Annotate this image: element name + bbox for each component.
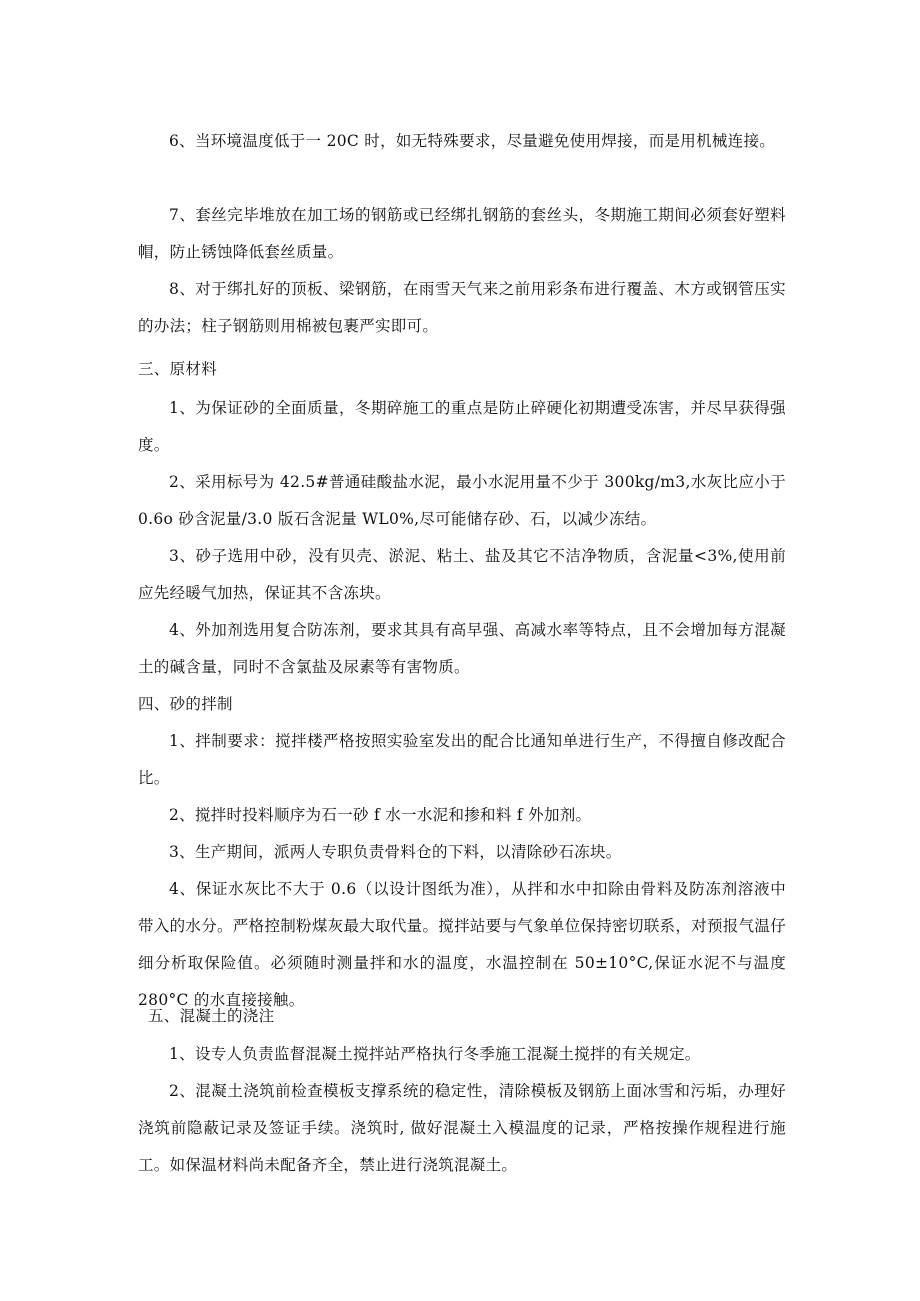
paragraph-mixing-3: 3、生产期间，派两人专职负责骨料仓的下料，以清除砂石冻块。 [169,843,622,861]
section-heading-raw-materials: 三、原材料 [138,360,218,378]
paragraph-pouring-1: 1、设专人负责监督混凝土搅拌站严格执行冬季施工混凝土搅拌的有关规定。 [169,1045,701,1063]
section-heading-pouring: 五、混凝土的浇注 [148,1007,275,1025]
paragraph-8: 8、对于绑扎好的顶板、梁钢筋，在雨雪天气来之前用彩条布进行覆盖、木方或钢管压实的办法；柱子钢筋则用棉被包裹严实即可。 [138,280,786,335]
paragraph-materials-3: 3、砂子选用中砂，没有贝壳、淤泥、粘土、盐及其它不洁净物质，含泥量<3%,使用前应先经暖气加热，保证其不含冻块。 [138,547,786,602]
paragraph-materials-1: 1、为保证砂的全面质量，冬期碎施工的重点是防止碎硬化初期遭受冻害，并尽早获得强度。 [138,399,786,454]
paragraph-mixing-1: 1、拌制要求：搅拌楼严格按照实验室发出的配合比通知单进行生产，不得擅自修改配合比。 [138,732,786,787]
paragraph-7: 7、套丝完毕堆放在加工场的钢筋或已经绑扎钢筋的套丝头，冬期施工期间必须套好塑料帽，防止锈蚀降低套丝质量。 [138,206,786,261]
section-heading-mixing: 四、砂的拌制 [138,695,233,713]
paragraph-materials-2: 2、采用标号为 42.5#普通硅酸盐水泥，最小水泥用量不少于 300kg/m3,水灰比应小于 0.6o 砂含泥量/3.0 版石含泥量 WL0%,尽可能储存砂、石，以减少冻结。 [138,473,786,528]
paragraph-pouring-2: 2、混凝土浇筑前检查模板支撑系统的稳定性，清除模板及钢筋上面冰雪和污垢，办理好浇筑前隐蔽记录及签证手续。浇筑时, 做好混凝土入模温度的记录，严格按操作规程进行施工。如保温材料尚未配备齐全，禁止进行浇筑混凝土。 [138,1082,786,1174]
paragraph-mixing-2: 2、搅拌时投料顺序为石一砂 f 水一水泥和掺和料 f 外加剂。 [169,806,592,824]
paragraph-6: 6、当环境温度低于一 20C 时，如无特殊要求，尽量避免使用焊接，而是用机械连接。 [169,132,776,150]
paragraph-materials-4: 4、外加剂选用复合防冻剂，要求其具有高早强、高减水率等特点，且不会增加每方混凝土的碱含量，同时不含氯盐及尿素等有害物质。 [138,621,786,676]
paragraph-mixing-4: 4、保证水灰比不大于 0.6（以设计图纸为准），从拌和水中扣除由骨料及防冻剂溶液中带入的水分。严格控制粉煤灰最大取代量。搅拌站要与气象单位保持密切联系，对预报气温仔细分析取保险值。必须随时测量拌和水的温度，水温控制在 50±10°C,保证水泥不与温度 280°C 的水直接接触。 [138,880,786,1009]
